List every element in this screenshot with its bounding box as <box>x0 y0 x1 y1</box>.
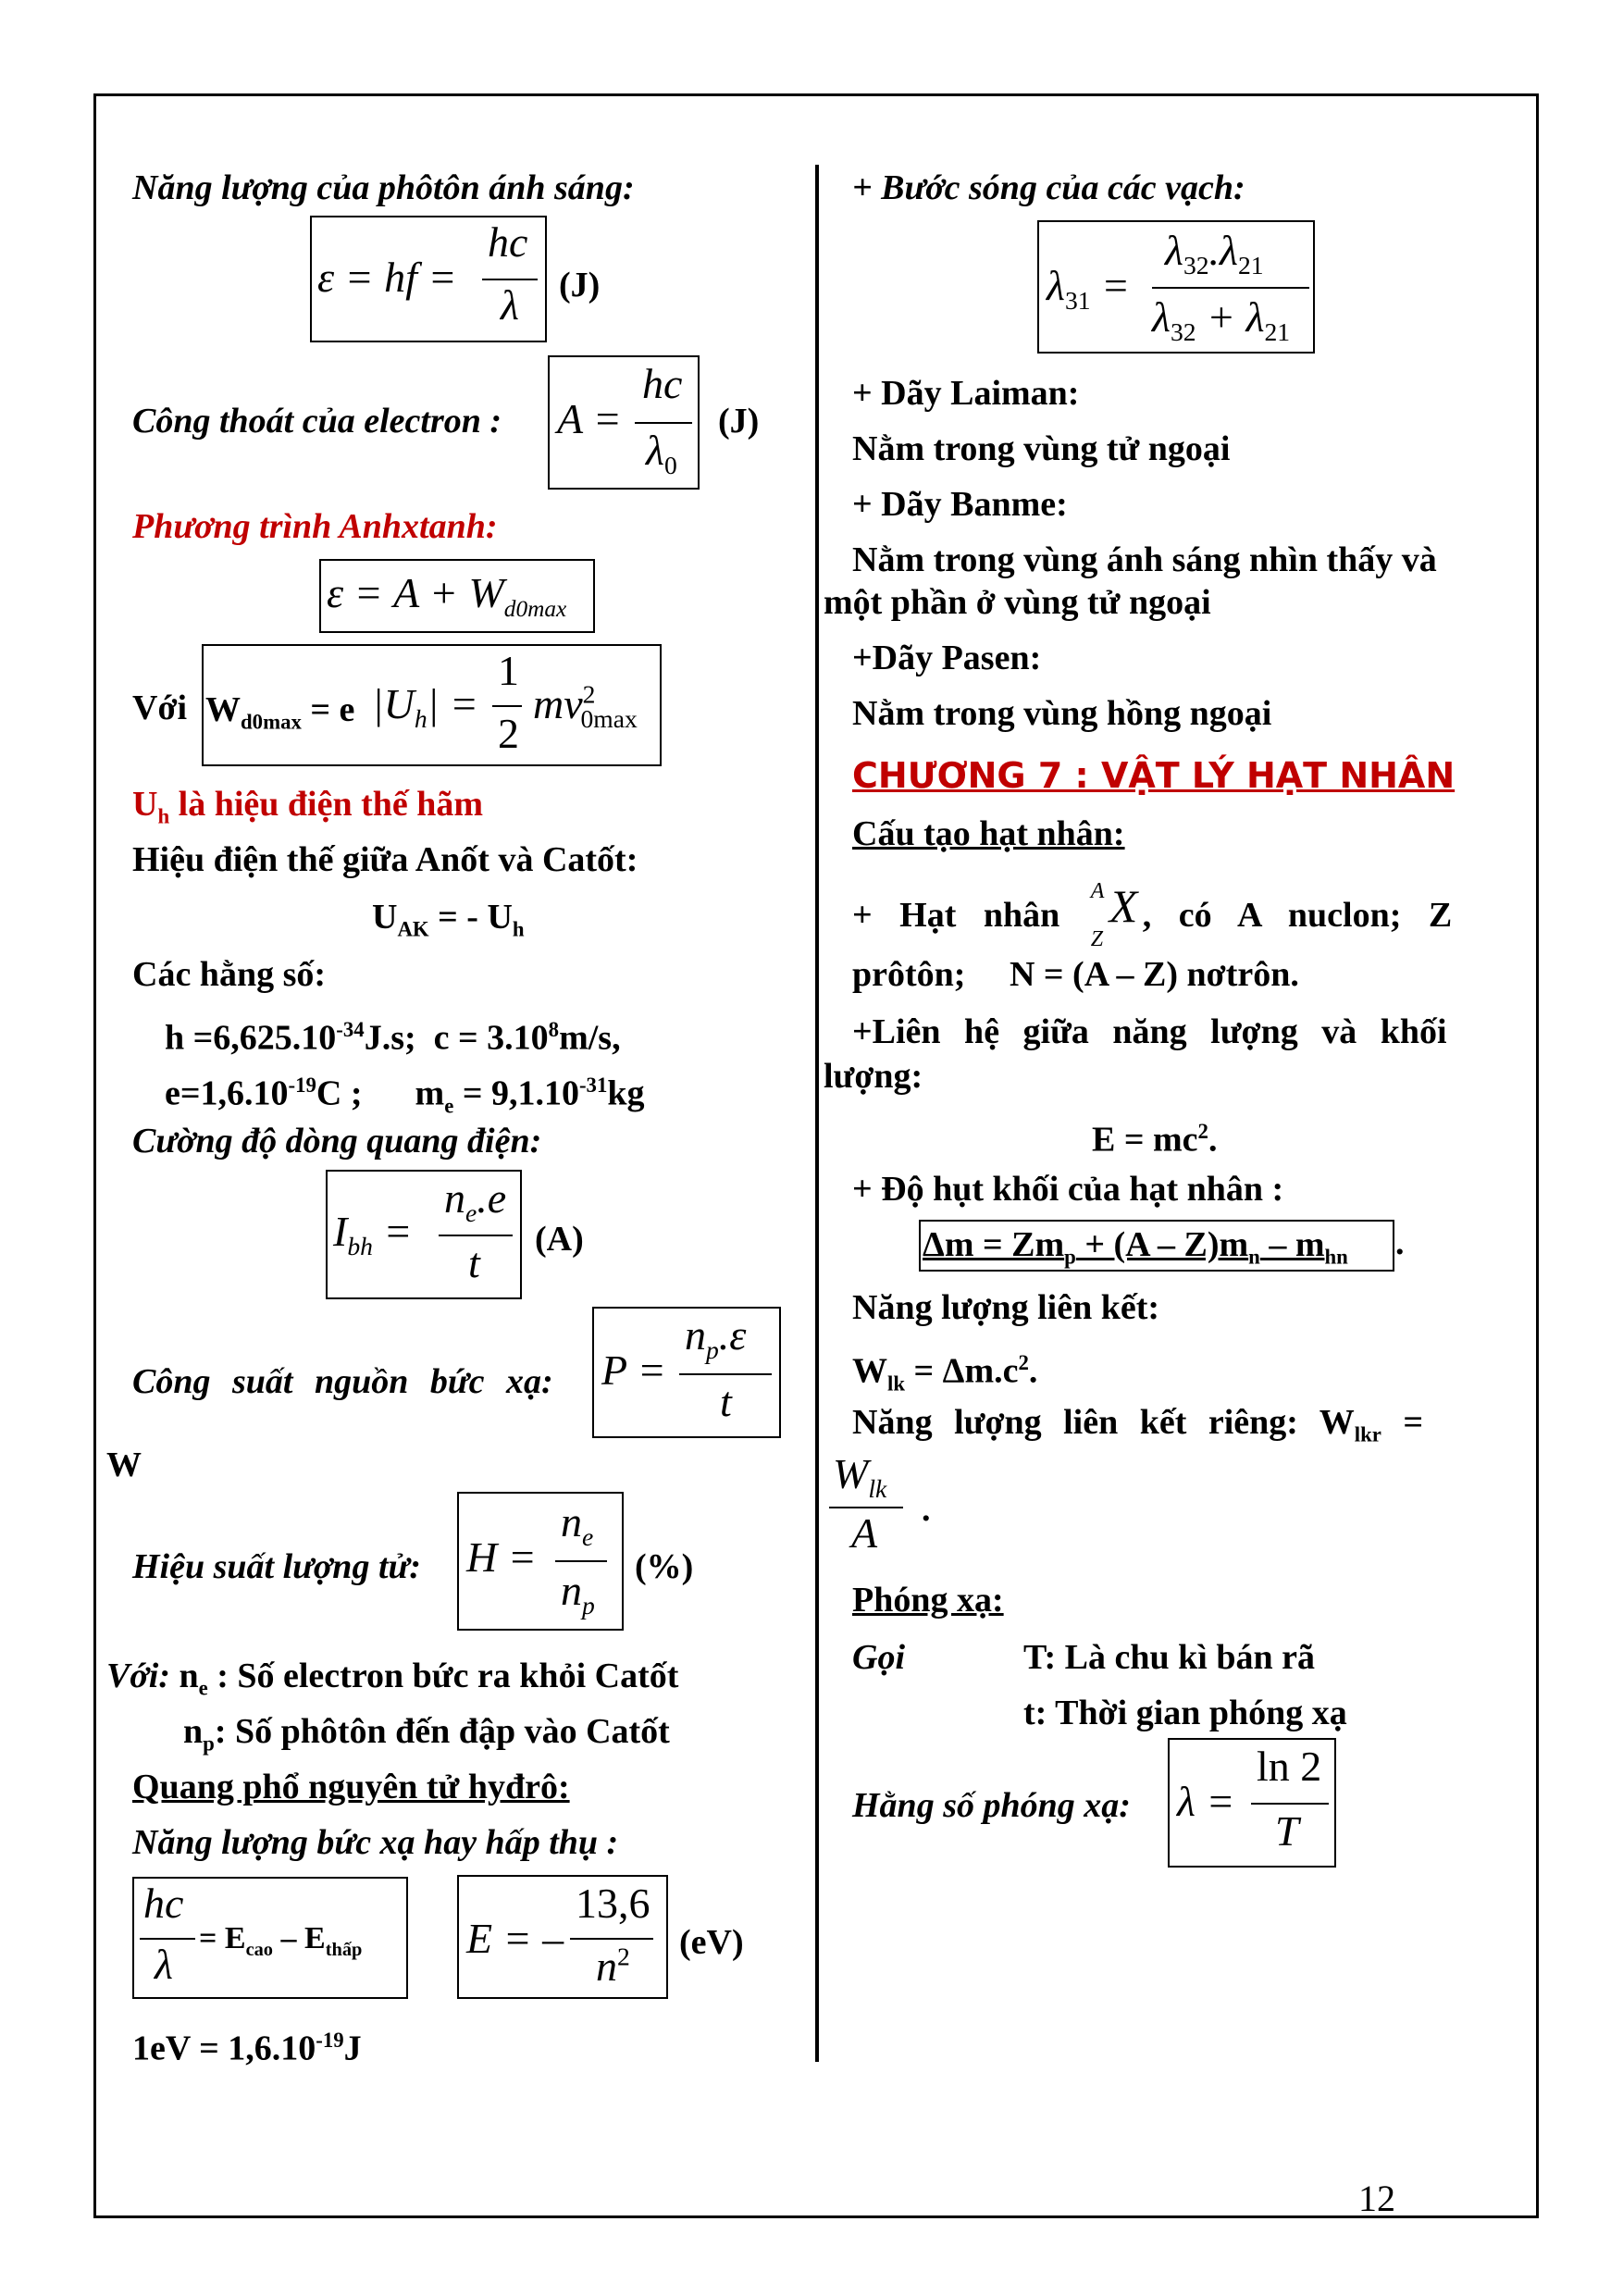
power-label: Công suất nguồn bức xạ: <box>132 1362 553 1401</box>
call-label: Gọi <box>852 1638 905 1677</box>
efficiency-formula: H = $n_e$ $n_p$ <box>457 1492 624 1631</box>
mass-energy-relation-1: +Liên hệ giữa năng lượng và khối <box>852 1012 1447 1051</box>
balmer-description-2: một phần ở vùng tử ngoại <box>824 583 1211 622</box>
ev-definition: $1eV = 1,6.10^{-19}J$ <box>132 2029 362 2068</box>
lyman-description: Nằm trong vùng tử ngoại <box>852 429 1231 468</box>
emission-energy-label: Năng lượng bức xạ hay hấp thụ : <box>132 1823 619 1862</box>
photon-energy-label: Năng lượng của phôtôn ánh sáng: <box>132 168 635 207</box>
unit-a: (A) <box>535 1220 584 1259</box>
einstein-formula: $\varepsilon = A + W_{d0max}$ <box>319 559 595 633</box>
page-number: 12 <box>1358 2178 1395 2219</box>
power-formula: P = $n_p.\varepsilon$ t <box>592 1307 781 1438</box>
lyman-series: + Dãy Laiman: <box>852 374 1080 413</box>
einstein-label: Phương trình Anhxtanh: <box>132 507 498 546</box>
hydrogen-spectrum-title: Quang phổ nguyên tử hyđrô: <box>132 1768 570 1806</box>
voltage-label: Hiệu điện thế giữa Anốt và Catốt: <box>132 840 638 879</box>
unit-ev: (eV) <box>679 1923 744 1962</box>
np-description: $n_p$: Số phôtôn đến đập vào Catốt <box>183 1712 670 1756</box>
nucleus-line-2: prôtôn; N = (A – Z) nơtrôn. <box>852 955 1299 994</box>
nucleus-structure-title: Cấu tạo hạt nhân: <box>852 814 1125 853</box>
unit-percent: (%) <box>635 1547 694 1586</box>
uak-relation: $U_{AK}$ = - $U_h$ <box>372 898 525 941</box>
column-divider <box>815 165 819 2062</box>
efficiency-label: Hiệu suất lượng tử: <box>132 1547 421 1586</box>
nucleus-line-1: + Hạt nhân A Z X , có A nuclon; Z <box>852 879 1453 951</box>
decay-constant-formula: λ = ln 2 T <box>1168 1738 1336 1868</box>
paschen-series: +Dãy Pasen: <box>852 639 1042 677</box>
const-e-me: $e=1,6.10^{-19}C$ ; $m_e = 9,1.10^{-31}kg$ <box>165 1074 645 1118</box>
balmer-description-1: Nằm trong vùng ánh sáng nhìn thấy và <box>852 540 1437 579</box>
bohr-energy-formula: E = – 13,6 $n^2$ <box>457 1875 668 1999</box>
emission-energy-formula: hc λ = $E_{cao} - E_{thấp}$ <box>132 1877 408 1999</box>
specific-binding-fraction: $W_{lk}$ A . <box>829 1449 940 1560</box>
with-label: Với <box>132 689 188 727</box>
work-function-formula: A = hc $\lambda_0$ <box>548 355 700 490</box>
uh-definition: $U_h$ là hiệu điện thế hãm <box>132 785 484 828</box>
unit-j-1: (J) <box>559 266 601 304</box>
chapter-heading: CHƯƠNG 7 : VẬT LÝ HẠT NHÂN <box>852 755 1456 796</box>
binding-energy-label: Năng lượng liên kết: <box>852 1288 1160 1327</box>
emc2-formula: $E = mc^2$. <box>1092 1120 1218 1160</box>
decay-constant-label: Hằng số phóng xạ: <box>852 1786 1131 1825</box>
decay-time-description: t: Thời gian phóng xạ <box>1023 1694 1347 1732</box>
mass-energy-relation-2: lượng: <box>824 1057 923 1096</box>
wd0max-formula: $W_{d0max} = e$ $|U_h|$ = 1 2 $mv^2_{0max}$ <box>202 644 662 766</box>
wavelength-label: + Bước sóng của các vạch: <box>852 168 1245 207</box>
unit-w: W <box>106 1446 142 1484</box>
photon-energy-formula: ε = hf = hc λ <box>310 216 547 342</box>
radioactivity-title: Phóng xạ: <box>852 1581 1004 1620</box>
paschen-description: Nằm trong vùng hồng ngoại <box>852 694 1272 733</box>
work-function-label: Công thoát của electron : <box>132 402 502 441</box>
unit-j-2: (J) <box>718 402 760 441</box>
current-formula: $I_{bh}$ = $n_e.e$ t <box>326 1170 522 1299</box>
ne-description: Với: $n_e$ : Số electron bức ra khỏi Catốt <box>106 1657 679 1700</box>
wavelength-formula: $\lambda_{31}$ = $\lambda_{32}.\lambda_{21}$ $\lambda_{32} + \lambda_{21}$ <box>1037 220 1315 354</box>
balmer-series: + Dãy Banme: <box>852 485 1068 524</box>
mass-defect-formula: $\Delta m = Zm_p + (A - Z)m_n - m_{hn}$ <box>919 1220 1394 1272</box>
current-label: Cường độ dòng quang điện: <box>132 1122 542 1160</box>
mass-defect-period: . <box>1395 1223 1405 1262</box>
half-life-description: T: Là chu kì bán rã <box>1023 1638 1315 1677</box>
constants-label: Các hằng số: <box>132 955 327 994</box>
const-h-c: $h =6,625.10^{-34}J.s$; $c = 3.10^8m/s$, <box>165 1018 621 1058</box>
binding-energy-formula: $W_{lk} = \Delta m.c^2$. <box>852 1351 1038 1396</box>
specific-binding-label: Năng lượng liên kết riêng: $W_{lkr}$ = <box>852 1403 1424 1446</box>
mass-defect-label: + Độ hụt khối của hạt nhân : <box>852 1170 1284 1209</box>
